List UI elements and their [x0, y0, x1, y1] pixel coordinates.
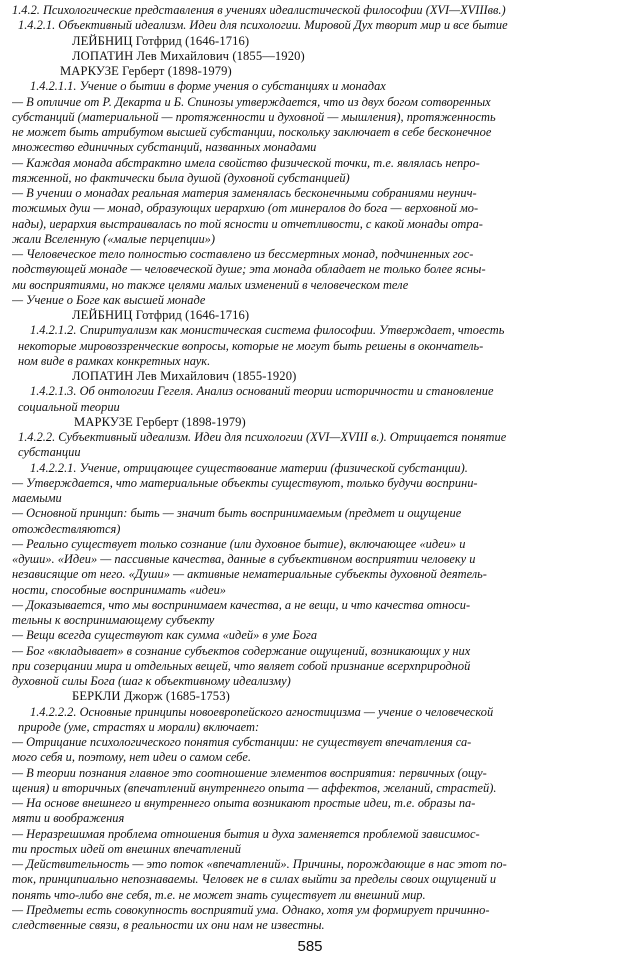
text-line: ном виде в рамках конкретных наук. — [18, 353, 211, 368]
text-line: духовной силы Бога (шаг к объективному идеализму) — [12, 674, 291, 688]
text-line: — Учение о Боге как высшей монаде — [12, 292, 206, 307]
text-line: 1.4.2.2. Субъективный идеализм. Идеи для психологии (XVI—XVIII в.). Отрицается понятие — [18, 430, 507, 444]
text-line: ности, способные воспринимать «идеи» — [12, 582, 226, 597]
text-line: подствующей монаде — человеческой душе; эта монада обладает не только более ясны- — [12, 262, 486, 277]
text-line: ЛОПАТИН Лев Михайлович (1855—1920) — [72, 48, 305, 63]
text-line: — В теории познания главное это соотношение элементов восприятия: первичных (ощу- — [12, 765, 487, 780]
text-line: 1.4.2.1.3. Об онтологии Гегеля. Анализ оснований теории историчности и становление — [30, 384, 494, 399]
text-line: — Вещи всегда существуют как сумма «идей» в уме Бога — [12, 628, 318, 643]
text-line: МАРКУЗЕ Герберт (1898-1979) — [60, 64, 232, 78]
text-line: — Действительность — это поток «впечатлений». Причины, порождающие в нас этот по- — [12, 857, 507, 871]
text-line: следственные связи, в реальности их они нам не известны. — [12, 918, 325, 932]
text-line: — Предметы есть совокупность восприятий ума. Однако, хотя ум формирует причинно- — [12, 902, 490, 917]
text-line: — Реально существует только сознание (или духовное бытие), включающее «идеи» и — [12, 536, 466, 551]
page-text — [12, 3, 610, 933]
text-line: мяти и воображения — [12, 811, 125, 826]
text-line: 1.4.2.1. Объективный идеализм. Идеи для психологии. Мировой Дух творит мир и все бытие — [18, 18, 508, 33]
text-line: — Бог «вкладывает» в сознание субъектов содержание ощущений, возникающих у них — [12, 643, 471, 658]
text-line: ЛЕЙБНИЦ Готфрид (1646-1716) — [72, 33, 250, 48]
text-line: — На основе внешнего и внутреннего опыта возникают простые идеи, т.е. образы па- — [12, 796, 476, 810]
text-line: 1.4.2.1.2. Спиритуализм как монистическая система философии. Утверждает, чтоесть — [30, 323, 505, 338]
text-line: — Каждая монада абстрактно имела свойство физической точки, т.е. являлась непро- — [12, 155, 480, 170]
text-line: МАРКУЗЕ Герберт (1898-1979) — [74, 414, 246, 429]
text-line: тожимых душ — монад, образующих иерархию (от минералов до бога — верховной мо- — [12, 201, 479, 216]
text-line: — В отличие от Р. Декарта и Б. Спинозы утверждается, что из двух богом сотворенных — [12, 94, 491, 109]
text-line: субстанции — [18, 445, 81, 460]
page-number: 585 — [297, 938, 323, 955]
text-line: ЛЕЙБНИЦ Готфрид (1646-1716) — [72, 308, 250, 322]
text-line: «души». «Идеи» — пассивные качества, данные в субъективном восприятии человеку и — [12, 552, 476, 566]
text-line: тяженной, но фактически была душой (духовной субстанцией) — [12, 170, 350, 185]
text-line: — Утверждается, что материальные объекты существуют, только будучи восприни- — [12, 475, 478, 490]
text-line: социальной теории — [18, 399, 120, 414]
text-line: не может быть атрибутом высшей субстанции, поскольку заключает в себе бесконечное — [12, 125, 492, 139]
text-line: 1.4.2.1.1. Учение о бытии в форме учения о субстанциях и монадах — [30, 79, 386, 94]
text-line: ти простых идей от внешних впечатлений — [12, 841, 241, 856]
text-line: — Основной принцип: быть — значит быть воспринимаемым (предмет и ощущение — [12, 506, 462, 521]
text-line: 1.4.2.2.2. Основные принципы новоевропейского агностицизма — учение о человеческой — [30, 704, 494, 719]
text-line: — Человеческое тело полностью составлено из бессмертных монад, подчиненных гос- — [12, 247, 474, 261]
text-line: БЕРКЛИ Джорж (1685-1753) — [72, 689, 230, 704]
text-line: ток, принципиально непознаваемы. Человек не в силах выйти за пределы своих ощущений и — [12, 872, 497, 887]
text-line: — Отрицание психологического понятия субстанции: не существует впечатления са- — [12, 735, 472, 749]
text-line: тельны к воспринимающему субъекту — [12, 613, 215, 627]
text-line: щения) и вторичных (впечатлений внутреннего опыта — аффектов, желаний, страстей). — [12, 780, 497, 795]
text-line: множество единичных субстанций, названных монадами — [12, 140, 317, 155]
text-line: нады), иерархия выстраивалась по той ясности и отчетливости, с какой монады отра- — [12, 216, 483, 231]
text-line: — Доказывается, что мы воспринимаем качества, а не вещи, и что качества относи- — [12, 597, 471, 612]
text-line: субстанций (материальной — протяженности и духовной — мышления), протяженность — [12, 109, 496, 124]
text-line: мого себя и, поэтому, нет идеи о самом себе. — [12, 750, 251, 765]
text-line: при созерцании мира и отдельных вещей, что являет собой признание всерхприродной — [12, 658, 471, 673]
text-line: отождествляются) — [12, 521, 121, 536]
text-line: независящие от него. «Души» — активные нематериальные субъекты духовной деятель- — [12, 567, 487, 582]
text-line: маемыми — [12, 491, 62, 505]
text-line: ЛОПАТИН Лев Михайлович (1855-1920) — [72, 369, 297, 383]
text-line: 1.4.2.2.1. Учение, отрицающее существование материи (физической субстанции). — [30, 460, 468, 475]
text-line: природе (уме, страстях и морали) включает: — [18, 719, 260, 734]
text-line: ми восприятиями, но также целями малых изменений в человеческом теле — [12, 277, 409, 292]
text-line: некоторые мировоззренческие вопросы, которые не могут быть решены в окончатель- — [18, 338, 484, 353]
text-line: жали Вселенную («малые перцепции») — [12, 231, 215, 246]
text-line: — Неразрешимая проблема отношения бытия и духа заменяется проблемой зависимос- — [12, 826, 480, 841]
text-line: 1.4.2. Психологические представления в учениях идеалистической философии (XVI—XVIIIвв.) — [12, 3, 506, 17]
text-line: понять что-либо вне себя, т.е. не может знать существует ли внешний мир. — [12, 887, 426, 902]
text-line: — В учении о монадах реальная материя заменялась бесконечными собраниями неунич- — [12, 186, 477, 200]
